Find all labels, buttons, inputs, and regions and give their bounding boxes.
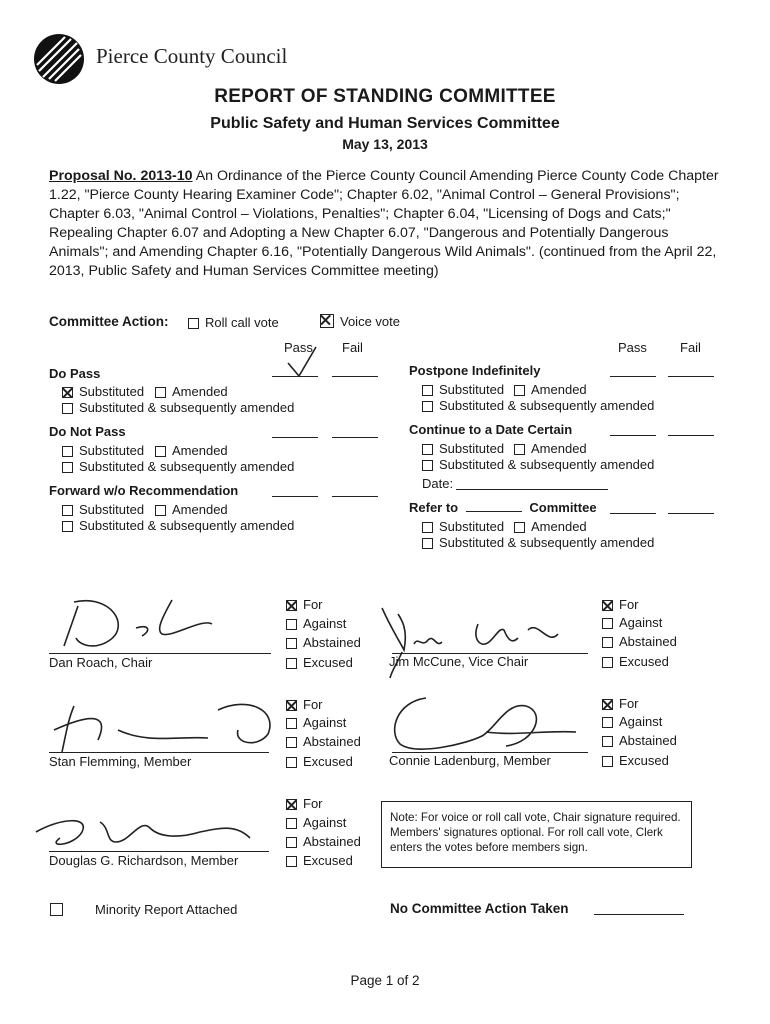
page-number: Page 1 of 2: [350, 973, 420, 988]
pass-checkmark-icon: [286, 345, 320, 379]
richardson-for-checkbox[interactable]: [286, 799, 297, 810]
date-field[interactable]: [456, 489, 608, 490]
do-pass-amended-checkbox[interactable]: [155, 387, 166, 398]
continue-amended[interactable]: Amended: [514, 441, 587, 456]
postpone-substituted-checkbox[interactable]: [422, 385, 433, 396]
roach-excused-checkbox[interactable]: [286, 658, 297, 669]
proposal-text: [49, 167, 729, 281]
flemming-abstained-checkbox[interactable]: [286, 737, 297, 748]
ladenburg-excused[interactable]: Excused: [602, 753, 669, 768]
proposal-description: An Ordinance of the Pierce County Council Amending Pierce County Code Chapter 1.22, "Pierce County Hearing Examiner Code"; Chapter 6.02, "Animal Control – General Provisions"; Chapter 6.03, "Animal Control – Violations, Penalties"; Chapter 6.04, "Licensing of Dogs and Cats;" Repealing Chapter 6.07 and Adopting a New Chapter 6.07, "Dangerous and Potentially Dangerous Animals"; and Amending Chapter 6.16, "Potentially Dangerous Wild Animals". (continued from the April 22, 2013, Public Safety and Human Services Committee meeting): [49, 168, 719, 279]
postpone-amended-checkbox[interactable]: [514, 385, 525, 396]
refer-subsequently-checkbox[interactable]: [422, 538, 433, 549]
postpone-title: Postpone Indefinitely: [409, 363, 541, 378]
ladenburg-excused-checkbox[interactable]: [602, 756, 613, 767]
minority-report-option[interactable]: Minority Report Attached: [50, 902, 237, 917]
roach-for[interactable]: For: [286, 597, 323, 612]
continue-subsequently[interactable]: Substituted & subsequently amended: [422, 457, 654, 472]
richardson-against-checkbox[interactable]: [286, 818, 297, 829]
member-name-mccune: Jim McCune, Vice Chair: [389, 654, 529, 669]
ladenburg-against[interactable]: Against: [602, 714, 662, 729]
ladenburg-for-checkbox[interactable]: [602, 699, 613, 710]
continue-subsequently-checkbox[interactable]: [422, 460, 433, 471]
note-box: Note: For voice or roll call vote, Chair signature required. Members' signatures optional. For roll call vote, Clerk enters the votes before members sign.: [381, 801, 692, 868]
ladenburg-abstained-checkbox[interactable]: [602, 736, 613, 747]
ladenburg-signature: [386, 692, 596, 758]
refer-subsequently[interactable]: Substituted & subsequently amended: [422, 535, 654, 550]
refer-amended-checkbox[interactable]: [514, 522, 525, 533]
forward-substituted[interactable]: Substituted: [62, 502, 144, 517]
flemming-excused-checkbox[interactable]: [286, 757, 297, 768]
committee-name: Public Safety and Human Services Committee: [210, 115, 560, 132]
proposal-number: Proposal No. 2013-10: [49, 168, 193, 184]
flemming-for[interactable]: For: [286, 697, 323, 712]
do-not-pass-subsequently-checkbox[interactable]: [62, 462, 73, 473]
mccune-for[interactable]: For: [602, 597, 639, 612]
do-not-pass-substituted-checkbox[interactable]: [62, 446, 73, 457]
do-pass-subsequently-checkbox[interactable]: [62, 403, 73, 414]
ladenburg-abstained[interactable]: Abstained: [602, 733, 677, 748]
roach-against-checkbox[interactable]: [286, 619, 297, 630]
forward-subsequently[interactable]: Substituted & subsequently amended: [62, 518, 294, 533]
pass-header-left: Pass: [284, 340, 313, 355]
richardson-for[interactable]: For: [286, 796, 323, 811]
flemming-abstained[interactable]: Abstained: [286, 734, 361, 749]
forward-title: Forward w/o Recommendation: [49, 483, 239, 498]
do-pass-subsequently[interactable]: Substituted & subsequently amended: [62, 400, 294, 415]
richardson-excused[interactable]: Excused: [286, 853, 353, 868]
postpone-substituted[interactable]: Substituted: [422, 382, 504, 397]
richardson-abstained[interactable]: Abstained: [286, 834, 361, 849]
roach-against[interactable]: Against: [286, 616, 346, 631]
date-label: Date:: [422, 476, 454, 491]
continue-substituted-checkbox[interactable]: [422, 444, 433, 455]
county-logo-icon: [33, 33, 85, 85]
flemming-for-checkbox[interactable]: [286, 700, 297, 711]
report-title: REPORT OF STANDING COMMITTEE: [214, 86, 556, 107]
mccune-against[interactable]: Against: [602, 615, 662, 630]
committee-action-row: [49, 314, 169, 329]
roach-signature: [52, 588, 242, 654]
do-not-pass-title: Do Not Pass: [49, 424, 126, 439]
member-name-richardson: Douglas G. Richardson, Member: [49, 853, 239, 868]
flemming-excused[interactable]: Excused: [286, 754, 353, 769]
do-pass-substituted-checkbox[interactable]: [62, 387, 73, 398]
continue-title: Continue to a Date Certain: [409, 422, 573, 437]
roach-for-checkbox[interactable]: [286, 600, 297, 611]
richardson-abstained-checkbox[interactable]: [286, 837, 297, 848]
richardson-signature: [30, 798, 270, 858]
roll-call-option[interactable]: Roll call vote: [188, 315, 279, 330]
council-name: Pierce County Council: [96, 44, 288, 68]
pass-header-right: Pass: [618, 340, 647, 355]
refer-substituted[interactable]: Substituted: [422, 519, 504, 534]
roll-call-checkbox[interactable]: [188, 318, 199, 329]
do-not-pass-amended-checkbox[interactable]: [155, 446, 166, 457]
no-action-label: No Committee Action Taken: [390, 901, 569, 916]
richardson-against[interactable]: Against: [286, 815, 346, 830]
refer-committee-field[interactable]: [466, 511, 522, 512]
forward-amended[interactable]: Amended: [155, 502, 228, 517]
flemming-signature: [38, 690, 298, 760]
forward-subsequently-checkbox[interactable]: [62, 521, 73, 532]
report-date: May 13, 2013: [342, 136, 428, 152]
postpone-subsequently-checkbox[interactable]: [422, 401, 433, 412]
ladenburg-against-checkbox[interactable]: [602, 717, 613, 728]
do-not-pass-amended[interactable]: Amended: [155, 443, 228, 458]
mccune-abstained-checkbox[interactable]: [602, 637, 613, 648]
minority-report-checkbox[interactable]: [50, 903, 63, 916]
voice-vote-checkbox[interactable]: [320, 314, 334, 328]
do-not-pass-subsequently[interactable]: Substituted & subsequently amended: [62, 459, 294, 474]
roach-excused[interactable]: Excused: [286, 655, 353, 670]
do-pass-substituted[interactable]: Substituted: [62, 384, 144, 399]
mccune-excused-checkbox[interactable]: [602, 657, 613, 668]
mccune-for-checkbox[interactable]: [602, 600, 613, 611]
refer-amended[interactable]: Amended: [514, 519, 587, 534]
continue-substituted[interactable]: Substituted: [422, 441, 504, 456]
refer-to-title: Refer to Committee: [409, 500, 597, 515]
no-action-field[interactable]: [594, 914, 684, 915]
postpone-amended[interactable]: Amended: [514, 382, 587, 397]
member-name-roach: Dan Roach, Chair: [49, 655, 153, 670]
continue-amended-checkbox[interactable]: [514, 444, 525, 455]
fail-header-right: Fail: [680, 340, 701, 355]
roach-abstained-checkbox[interactable]: [286, 638, 297, 649]
mccune-excused[interactable]: Excused: [602, 654, 669, 669]
postpone-subsequently[interactable]: Substituted & subsequently amended: [422, 398, 654, 413]
member-name-ladenburg: Connie Ladenburg, Member: [389, 753, 551, 768]
member-name-flemming: Stan Flemming, Member: [49, 754, 192, 769]
committee-action-label: Committee Action:: [49, 314, 169, 329]
fail-header-left: Fail: [342, 340, 363, 355]
flemming-against[interactable]: Against: [286, 715, 346, 730]
flemming-against-checkbox[interactable]: [286, 718, 297, 729]
forward-amended-checkbox[interactable]: [155, 505, 166, 516]
mccune-against-checkbox[interactable]: [602, 618, 613, 629]
do-pass-amended[interactable]: Amended: [155, 384, 228, 399]
richardson-excused-checkbox[interactable]: [286, 856, 297, 867]
voice-vote-option[interactable]: Voice vote: [320, 314, 400, 329]
refer-substituted-checkbox[interactable]: [422, 522, 433, 533]
roach-abstained[interactable]: Abstained: [286, 635, 361, 650]
do-not-pass-substituted[interactable]: Substituted: [62, 443, 144, 458]
mccune-abstained[interactable]: Abstained: [602, 634, 677, 649]
forward-substituted-checkbox[interactable]: [62, 505, 73, 516]
ladenburg-for[interactable]: For: [602, 696, 639, 711]
do-pass-title: Do Pass: [49, 366, 101, 381]
